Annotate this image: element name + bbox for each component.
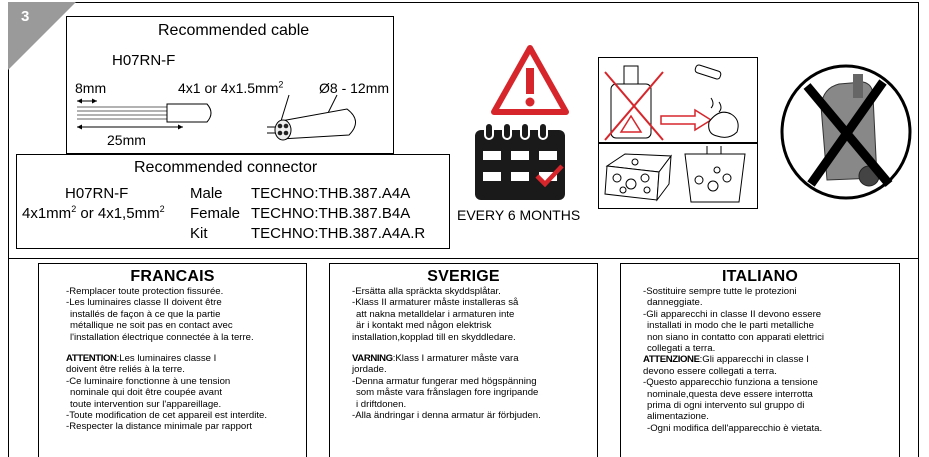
- lang-body: [621, 286, 899, 434]
- connector-row-kit-code: TECHNO:THB.387.A4A.R: [251, 225, 426, 242]
- lang-line: -Klass II armaturer måste installeras så: [352, 297, 519, 309]
- lang-warning-line: [66, 353, 306, 364]
- warning-text: :Les luminaires classe I: [116, 353, 217, 365]
- lang-line: l'installation électrique connectée à la terre.: [70, 331, 254, 343]
- lang-heading: SVERIGE: [427, 268, 500, 285]
- lang-line: -Gli apparecchi in classe II devono essere: [643, 308, 822, 320]
- cable-type: H07RN-F: [112, 52, 176, 69]
- lang-line: nominale qui doit être coupée avant: [70, 387, 223, 399]
- connector-row-female-code: TECHNO:THB.387.B4A: [251, 205, 411, 222]
- lang-line: installation,kopplad till en skyddledare.: [352, 331, 516, 343]
- lang-line: installati in modo che le parti metalliche: [647, 320, 814, 332]
- connector-box: [16, 154, 450, 249]
- connector-section-a-sup: 2: [71, 204, 77, 214]
- lang-line: doivent être reliés à la terre.: [66, 364, 185, 376]
- lang-panel-italiano: [620, 263, 900, 457]
- lang-line: att nakna metalldelar i armaturen inte: [356, 308, 515, 320]
- section-divider: [8, 258, 919, 259]
- lang-warning-line: [643, 354, 899, 365]
- lang-line: -Ogni modifica dell'apparecchio è vietata.: [647, 422, 823, 434]
- connector-row-kit-label: Kit: [190, 225, 208, 242]
- lang-line: är i kontakt med någon elektrisk: [356, 320, 492, 332]
- lang-line: -Ce luminaire fonctionne à une tension: [66, 375, 231, 387]
- lang-line: alimentazione.: [647, 411, 709, 423]
- cable-diagram-icon: [67, 17, 395, 155]
- connector-section: [22, 205, 165, 223]
- connector-section-b: or 4x1,5mm: [76, 205, 160, 222]
- lang-line: -Alla ändringar i denna armatur är förbjuden.: [352, 410, 541, 422]
- cable-title: Recommended cable: [158, 22, 310, 39]
- lang-panel-francais: [38, 263, 307, 457]
- lang-line: nominale,questa deve essere interrotta: [647, 388, 813, 400]
- warning-text: :Gli apparecchi in classe I: [699, 354, 809, 366]
- sponge-and-water-icon: [599, 144, 757, 208]
- step-number: 3: [21, 8, 30, 25]
- lang-line: prima di ogni intervento sul gruppo di: [647, 400, 805, 412]
- calendar-icon: [472, 118, 568, 202]
- lang-line: installés de façon à ce que la partie: [70, 308, 221, 320]
- lang-line: non siano in contatto con apparati elettrici: [647, 331, 825, 343]
- lang-line: i driftdonen.: [356, 398, 407, 410]
- connector-section-a: 4x1mm: [22, 205, 72, 222]
- lang-panel-sverige: [329, 263, 598, 457]
- no-solvent-icon: [599, 58, 757, 142]
- strip-length: 8mm: [75, 80, 107, 96]
- lang-line: som måste vara frånslagen fore ingripande: [356, 387, 539, 399]
- lang-line: -Questo apparecchio funziona a tensione: [643, 377, 818, 389]
- lang-body: [330, 286, 597, 421]
- lang-line: -Toute modification de cet appareil est interdite.: [66, 410, 268, 422]
- warning-label: ATTENZIONE: [643, 354, 700, 366]
- lang-heading: FRANCAIS: [130, 268, 215, 285]
- lang-line: toute intervention sur l'appareillage.: [70, 398, 222, 410]
- cable-section-sup: 2: [278, 79, 284, 90]
- no-pressure-washer-icon: [777, 60, 915, 202]
- lang-body: [39, 286, 306, 433]
- lang-warning-line: [352, 353, 597, 364]
- connector-title: Recommended connector: [134, 159, 318, 176]
- cable-diameter: Ø8 - 12mm: [319, 80, 390, 96]
- lang-line: danneggiate.: [647, 297, 703, 309]
- lang-line: métallique ne soit pas en contact avec: [70, 320, 233, 332]
- lang-heading: ITALIANO: [722, 268, 798, 285]
- cable-length: 25mm: [107, 132, 146, 148]
- lang-line: -Les luminaires classe II doivent être: [66, 297, 222, 309]
- lang-line: -Respecter la distance minimale par rapport: [66, 421, 253, 433]
- cable-section-value: 4x1 or 4x1.5mm: [178, 80, 279, 96]
- warning-text: :Klass I armaturer måste vara: [392, 353, 519, 365]
- connector-section-b-sup: 2: [159, 204, 165, 214]
- lang-line: -Denna armatur fungerar med högspänning: [352, 375, 537, 387]
- maintenance-interval: EVERY 6 MONTHS: [457, 207, 581, 223]
- no-chemicals-panel: [598, 57, 758, 143]
- warning-triangle-icon: [490, 44, 570, 116]
- connector-row-male-code: TECHNO:THB.387.A4A: [251, 185, 411, 202]
- cleaning-panel: [598, 143, 758, 209]
- lang-line: collegati a terra.: [647, 343, 716, 355]
- connector-row-male-label: Male: [190, 185, 223, 202]
- lang-line: -Ersätta alla spräckta skyddsplåtar.: [352, 286, 501, 297]
- lang-line: jordade.: [352, 364, 387, 376]
- connector-row-female-label: Female: [190, 205, 241, 222]
- lang-line: -Sostituire sempre tutte le protezioni: [643, 286, 797, 297]
- warning-label: VARNING: [352, 353, 393, 365]
- cable-box: [66, 16, 394, 154]
- warning-label: ATTENTION: [66, 353, 117, 365]
- lang-line: devono essere collegati a terra.: [643, 365, 777, 377]
- connector-cable-type: H07RN-F: [65, 185, 129, 202]
- lang-line: -Remplacer toute protection fissurée.: [66, 286, 224, 297]
